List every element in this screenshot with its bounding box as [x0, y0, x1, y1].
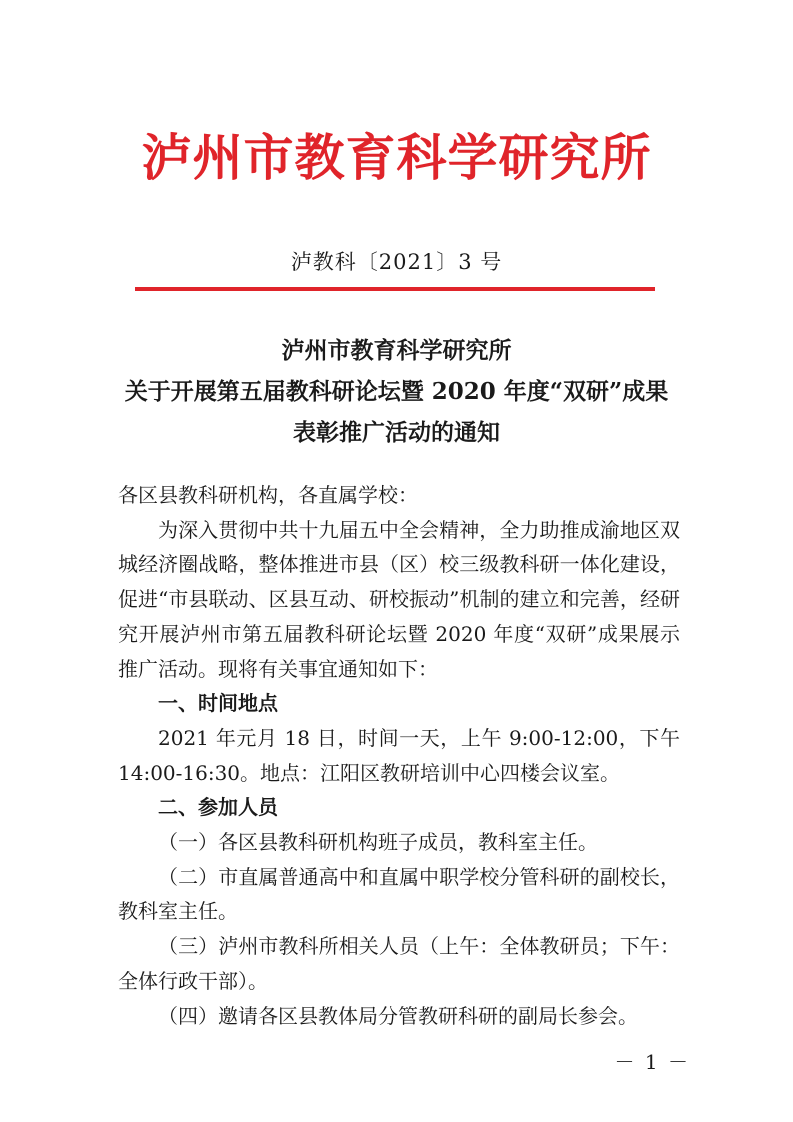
salutation: 各区县教科研机构，各直属学校：: [118, 483, 418, 507]
section-heading-participants: 二、参加人员: [158, 795, 278, 820]
notice-title: [60, 330, 733, 453]
participant-item-3: （三）泸州市教科所相关人员（上午：全体教研员；下午：全体行政干部）。: [118, 934, 680, 993]
intro-paragraph: 为深入贯彻中共十九届五中全会精神，全力助推成渝地区双城经济圈战略，整体推进市县（区）校三级教科研一体化建设，促进“市县联动、区县互动、研校振动”机制的建立和完善，经研究开展泸州市第五届教科研论坛暨 2020 年度“双研”成果展示推广活动。现将有关事宜通知如下：: [118, 517, 680, 681]
document-number: 泸教科〔2021〕3 号: [290, 250, 503, 274]
time-place-paragraph: 2021 年元月 18 日，时间一天，上午 9:00-12:00，下午 14:00-16:30。地点：江阳区教研培训中心四楼会议室。: [118, 725, 680, 785]
title-line-3: 表彰推广活动的通知: [293, 419, 500, 446]
participant-item-1: （一）各区县教科研机构班子成员，教科室主任。: [158, 830, 598, 855]
red-divider-line: [135, 287, 655, 291]
notice-body: [118, 478, 680, 1033]
title-line-1: 泸州市教育科学研究所: [281, 337, 512, 364]
page-number: － 1 －: [614, 1050, 690, 1074]
participant-item-4: （四）邀请各区县教体局分管教研科研的副局长参会。: [158, 1003, 638, 1028]
participant-item-2: （二）市直属普通高中和直属中职学校分管科研的副校长，教科室主任。: [118, 864, 680, 924]
title-line-2: 关于开展第五届教科研论坛暨 2020 年度“双研”成果: [124, 378, 669, 405]
issuing-organization-header: 泸州市教育科学研究所: [141, 129, 652, 187]
section-heading-time-place: 一、时间地点: [158, 691, 278, 716]
